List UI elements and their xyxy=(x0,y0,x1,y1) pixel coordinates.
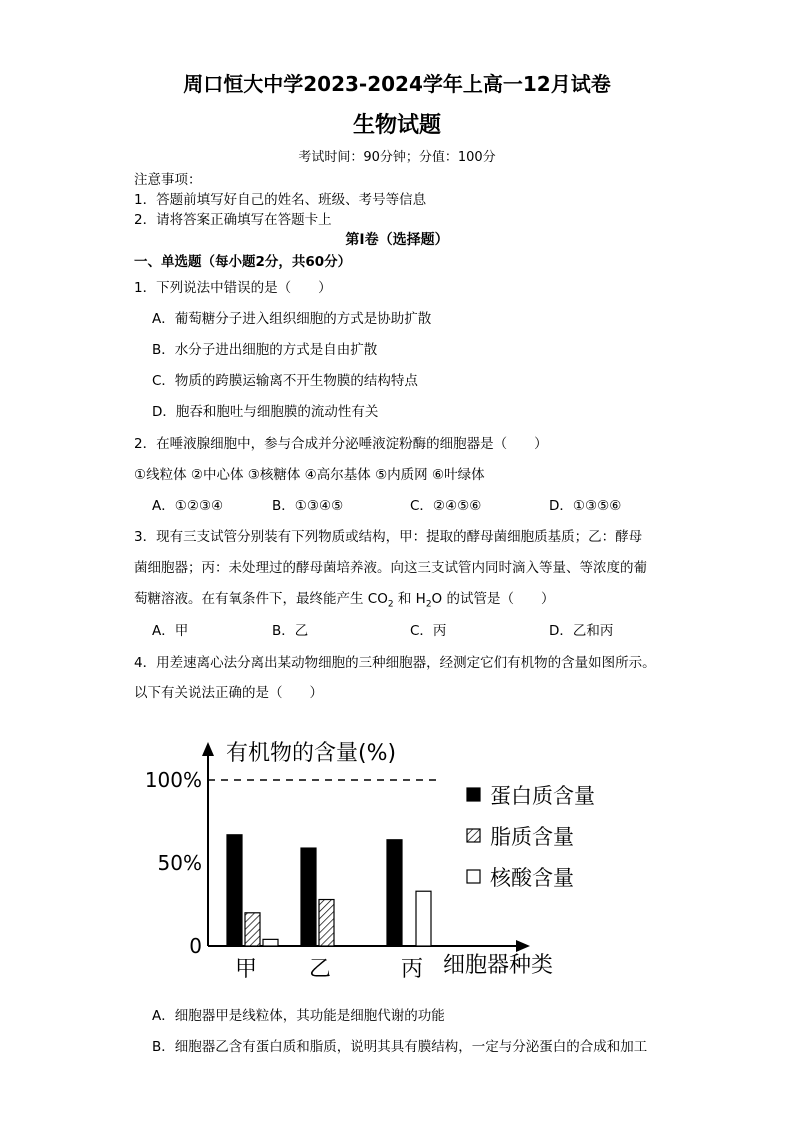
q2-option-a: A．①②③④ xyxy=(152,498,224,514)
q4-option-b: B．细胞器乙含有蛋白质和脂质，说明其具有膜结构，一定与分泌蛋白的合成和加工 xyxy=(152,1039,648,1055)
legend-label: 核酸含量 xyxy=(490,866,574,890)
y-tick-label: 100% xyxy=(144,768,202,792)
y-tick-label: 50% xyxy=(157,851,202,875)
q4-option-a: A．细胞器甲是线粒体，其功能是细胞代谢的功能 xyxy=(152,1008,445,1024)
x-axis-label: 细胞器种类 xyxy=(443,953,554,978)
q2-stem: 2．在唾液腺细胞中，参与合成并分泌唾液淀粉酶的细胞器是（ ） xyxy=(134,436,548,452)
x-tick-label: 甲 xyxy=(234,957,258,982)
q1-option-c: C．物质的跨膜运输离不开生物膜的结构特点 xyxy=(152,373,418,389)
q3-option-d: D．乙和丙 xyxy=(549,623,614,639)
q3-option-a: A．甲 xyxy=(152,623,189,639)
bar-乙-solid xyxy=(301,848,316,946)
q3-line-1: 3．现有三支试管分别装有下列物质或结构，甲：提取的酵母菌细胞质基质；乙：酵母 xyxy=(134,529,643,545)
legend-swatch-hollow xyxy=(467,870,480,883)
organelle-chart xyxy=(140,730,640,990)
part1-heading: 第I卷（选择题） xyxy=(345,232,449,248)
q4-line-2: 以下有关说法正确的是（ ） xyxy=(134,685,323,701)
notice-heading: 注意事项： xyxy=(134,172,202,188)
bar-甲-hatched xyxy=(245,913,260,946)
legend-label: 脂质含量 xyxy=(490,825,574,849)
x-tick-label: 乙 xyxy=(308,957,332,982)
exam-meta: 考试时间：90分钟；分值：100分 xyxy=(298,150,496,165)
q2-option-d: D．①③⑤⑥ xyxy=(549,498,622,514)
notice-item-2: 2．请将答案正确填写在答题卡上 xyxy=(134,212,332,228)
q2-option-b: B．①③④⑤ xyxy=(272,498,344,514)
bar-丙-solid xyxy=(387,840,402,946)
q2-option-c: C．②④⑤⑥ xyxy=(410,498,482,514)
q3-line-3 xyxy=(134,587,554,610)
legend-swatch-solid xyxy=(467,788,480,801)
bar-甲-solid xyxy=(227,835,242,946)
legend-swatch-hatched xyxy=(467,829,480,842)
y-axis-arrow xyxy=(202,742,214,756)
bar-甲-hollow xyxy=(263,939,278,946)
x-axis-arrow xyxy=(516,940,530,952)
q3-line-3-text: 萄糖溶液。在有氧条件下，最终能产生 CO xyxy=(134,591,388,607)
q3-line-2: 菌细胞器；丙：未处理过的酵母菌培养液。向这三支试管内同时滴入等量、等浓度的葡 xyxy=(134,560,647,576)
q3-sub-2: 2 xyxy=(425,599,432,610)
q4-line-1: 4．用差速离心法分离出某动物细胞的三种细胞器，经测定它们有机物的含量如图所示。 xyxy=(134,655,656,671)
legend-label: 蛋白质含量 xyxy=(490,784,595,808)
q1-option-b: B．水分子进出细胞的方式是自由扩散 xyxy=(152,342,378,358)
q1-stem: 1．下列说法中错误的是（ ） xyxy=(134,280,332,296)
section-heading: 一、单选题（每小题2分，共60分） xyxy=(134,254,352,270)
y-axis-label: 有机物的含量(%) xyxy=(226,741,397,766)
q3-line-3-mid: 和 H xyxy=(393,591,426,607)
bar-乙-hatched xyxy=(319,900,334,946)
q3-option-c: C．丙 xyxy=(410,623,447,639)
y-tick-label: 0 xyxy=(189,934,202,958)
q3-sub-1: 2 xyxy=(387,599,394,610)
x-tick-label: 丙 xyxy=(400,957,424,982)
bar-丙-hollow xyxy=(416,891,431,946)
q2-items: ①线粒体 ②中心体 ③核糖体 ④高尔基体 ⑤内质网 ⑥叶绿体 xyxy=(134,467,485,483)
q1-option-d: D．胞吞和胞吐与细胞膜的流动性有关 xyxy=(152,404,379,420)
notice-item-1: 1．答题前填写好自己的姓名、班级、考号等信息 xyxy=(134,192,427,208)
exam-title: 周口恒大中学2023-2024学年上高一12月试卷 xyxy=(183,72,611,96)
q3-line-3-end: O 的试管是（ ） xyxy=(431,591,555,607)
q3-option-b: B．乙 xyxy=(272,623,309,639)
q1-option-a: A．葡萄糖分子进入组织细胞的方式是协助扩散 xyxy=(152,311,432,327)
subject-title: 生物试题 xyxy=(352,113,441,138)
